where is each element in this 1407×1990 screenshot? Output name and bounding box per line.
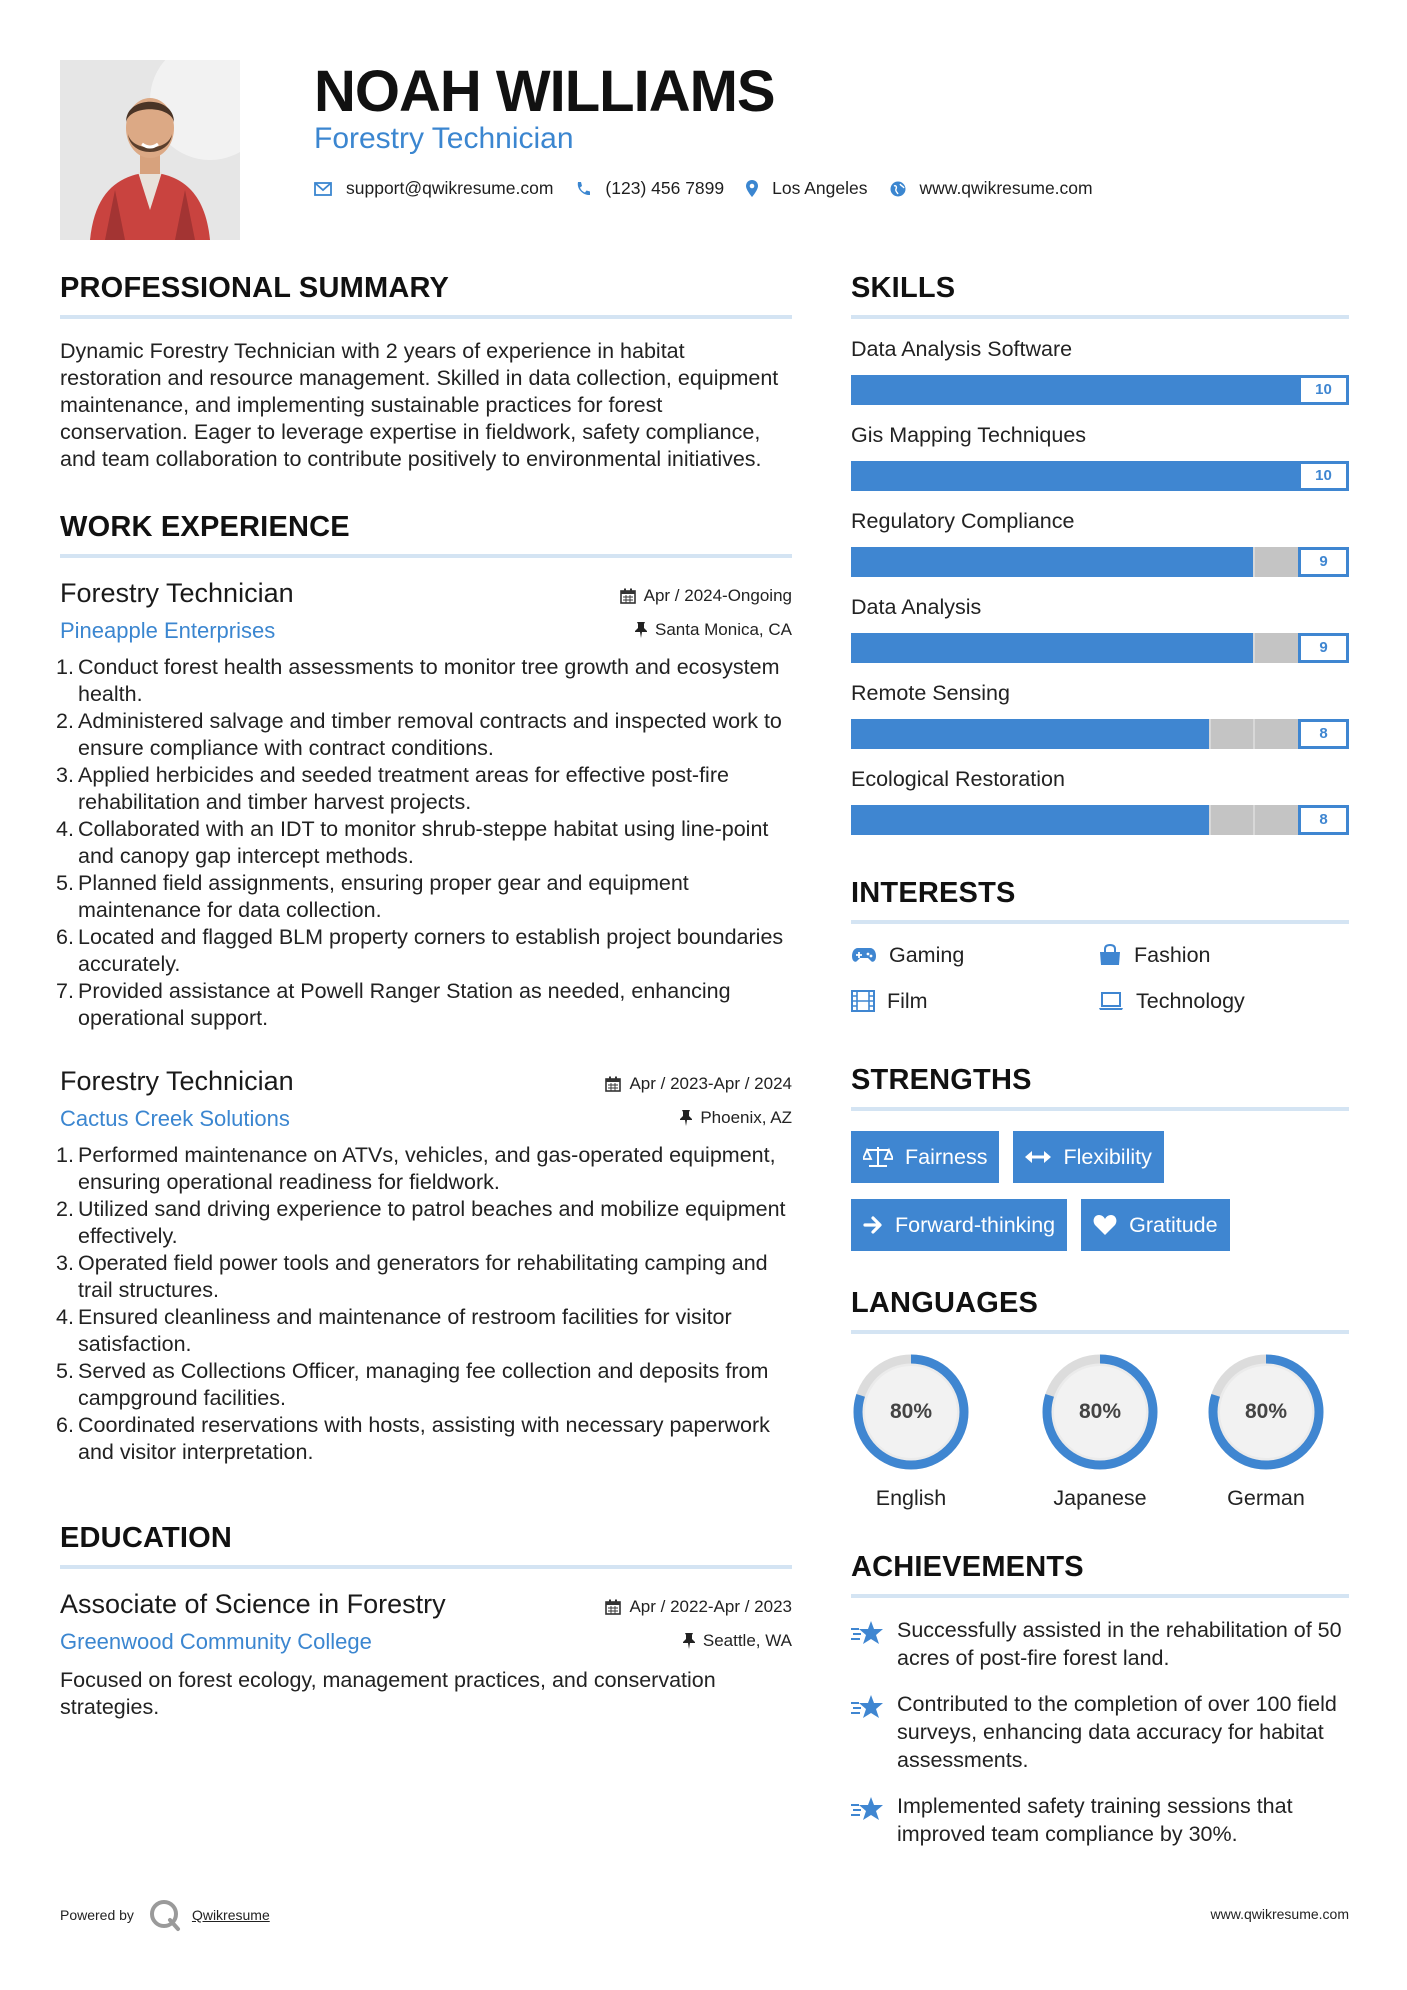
- skill-bar-segment: [1253, 633, 1255, 663]
- duty-list: [56, 1142, 792, 1466]
- contact-location: [746, 178, 867, 199]
- duty-text: Applied herbicides and seeded treatment areas for effective post-fire rehabilitation and timber harvest projects.: [78, 763, 729, 814]
- job-header: [60, 578, 792, 648]
- job-location-text: Santa Monica, CA: [654, 620, 792, 639]
- job-title: Forestry Technician: [60, 578, 294, 608]
- balance-scale-icon: [863, 1145, 893, 1169]
- section-divider: [851, 920, 1349, 924]
- globe-icon: [890, 181, 906, 197]
- heart-icon: [1093, 1214, 1117, 1236]
- interest-label: Fashion: [1134, 942, 1211, 967]
- candidate-name: NOAH WILLIAMS: [314, 59, 775, 124]
- education-location-text: Seattle, WA: [702, 1631, 792, 1650]
- duty-text: Performed maintenance on ATVs, vehicles, and gas-operated equipment, ensuring operational readiness for fieldwork.: [78, 1143, 776, 1194]
- strength-badge: [851, 1131, 999, 1183]
- calendar-icon: [620, 588, 636, 604]
- experience-section: [56, 511, 792, 1466]
- phone-text: (123) 456 7899: [605, 178, 725, 198]
- skill-level-badge: 10: [1298, 461, 1349, 491]
- skills-heading: SKILLS: [851, 272, 956, 304]
- phone-icon: [575, 181, 591, 197]
- skill-name: Gis Mapping Techniques: [851, 423, 1087, 447]
- skill-bar: [851, 719, 1349, 749]
- duty-item: 6. Coordinated reservations with hosts, assisting with necessary paperwork and visitor interpretation.: [56, 1413, 770, 1464]
- duty-item: 3. Operated field power tools and generators for rehabilitating camping and trail structures.: [56, 1251, 768, 1302]
- language-progress-ring: [1040, 1352, 1160, 1472]
- summary-section: [60, 272, 792, 473]
- skill-bar-fill: [851, 461, 1349, 491]
- gamepad-icon: [851, 946, 877, 964]
- shooting-star-icon: [851, 1796, 885, 1822]
- education-location: [683, 1631, 792, 1651]
- right-column: [851, 272, 1349, 1848]
- skill-level-badge: 9: [1298, 547, 1349, 577]
- language-percent: 80%: [889, 1400, 933, 1423]
- degree-title: Associate of Science in Forestry: [60, 1589, 446, 1619]
- contact-bar: [314, 178, 1115, 199]
- duty-text: Located and flagged BLM property corners to establish project boundaries accurately.: [78, 925, 784, 976]
- skill-bar: [851, 805, 1349, 835]
- duty-text: Provided assistance at Powell Ranger Station as needed, enhancing operational support.: [78, 979, 731, 1030]
- job-entry: [56, 578, 792, 1032]
- languages-list: [851, 1352, 1349, 1511]
- skill-level-badge: 9: [1298, 633, 1349, 663]
- interest-item: [851, 986, 1098, 1016]
- skill-bar-segment: [1253, 719, 1255, 749]
- achievements-heading: ACHIEVEMENTS: [851, 1551, 1084, 1583]
- duty-text: Ensured cleanliness and maintenance of restroom facilities for visitor satisfaction.: [78, 1305, 732, 1356]
- language-name: Japanese: [1053, 1486, 1147, 1510]
- contact-email[interactable]: [314, 178, 553, 199]
- achievement-item: [851, 1690, 1349, 1774]
- skill-item: [851, 591, 1349, 663]
- section-divider: [851, 315, 1349, 319]
- languages-section: [851, 1287, 1349, 1511]
- strength-label: Forward-thinking: [895, 1212, 1056, 1237]
- pushpin-icon: [680, 1110, 692, 1126]
- achievements-list: [851, 1616, 1349, 1848]
- language-progress-ring: [1206, 1352, 1326, 1472]
- interests-list: [851, 940, 1349, 1016]
- education-date: [605, 1597, 792, 1617]
- languages-heading: LANGUAGES: [851, 1287, 1039, 1319]
- language-percent: 80%: [1078, 1400, 1122, 1423]
- duty-text: Coordinated reservations with hosts, assisting with necessary paperwork and visitor interpretation.: [78, 1413, 770, 1464]
- duty-item: 5. Planned field assignments, ensuring proper gear and equipment maintenance for data collection.: [56, 871, 689, 922]
- section-divider: [60, 315, 792, 319]
- duty-item: 5. Served as Collections Officer, managing fee collection and deposits from campground facilities.: [56, 1359, 769, 1410]
- location-text: Los Angeles: [772, 178, 868, 198]
- language-item: [1017, 1352, 1183, 1511]
- interests-section: [851, 877, 1349, 1016]
- interest-item: [1098, 940, 1345, 970]
- summary-heading: PROFESSIONAL SUMMARY: [60, 272, 450, 304]
- strength-badge: [1081, 1199, 1229, 1251]
- strength-label: Gratitude: [1129, 1212, 1218, 1237]
- language-name: English: [875, 1486, 947, 1510]
- job-company: Pineapple Enterprises: [60, 618, 276, 643]
- skill-name: Remote Sensing: [851, 681, 1010, 705]
- achievement-item: [851, 1792, 1349, 1848]
- duty-item: 6. Located and flagged BLM property corners to establish project boundaries accurately.: [56, 925, 784, 976]
- film-icon: [851, 990, 875, 1012]
- duty-list: [56, 654, 792, 1032]
- strengths-list: [851, 1131, 1349, 1251]
- skill-bar-fill: [851, 375, 1349, 405]
- skill-level-badge: 8: [1298, 805, 1349, 835]
- skill-item: [851, 763, 1349, 835]
- education-section: [60, 1522, 792, 1721]
- job-location: [635, 620, 792, 640]
- email-text: support@qwikresume.com: [346, 178, 554, 198]
- shooting-star-icon: [851, 1620, 885, 1646]
- education-entry: [60, 1589, 792, 1721]
- duty-item: 2. Administered salvage and timber removal contracts and inspected work to ensure compliance with contract conditions.: [56, 709, 782, 760]
- qwikresume-logo-icon: [148, 1898, 182, 1932]
- strength-badge: [1013, 1131, 1163, 1183]
- skill-bar: [851, 461, 1349, 491]
- contact-phone[interactable]: [575, 178, 724, 199]
- contact-website[interactable]: [890, 178, 1093, 199]
- school-name: Greenwood Community College: [60, 1629, 372, 1654]
- candidate-title: Forestry Technician: [314, 122, 574, 155]
- pushpin-icon: [635, 622, 647, 638]
- section-divider: [851, 1107, 1349, 1111]
- section-divider: [60, 554, 792, 558]
- footer-powered-by: [60, 1898, 270, 1932]
- website-text: www.qwikresume.com: [919, 178, 1093, 198]
- skill-name: Data Analysis: [851, 595, 982, 619]
- language-progress-ring: [851, 1352, 971, 1472]
- skill-item: [851, 419, 1349, 491]
- arrows-horizontal-icon: [1025, 1150, 1051, 1164]
- job-date-text: Apr / 2024-Ongoing: [643, 586, 792, 605]
- section-divider: [851, 1594, 1349, 1598]
- education-description: Focused on forest ecology, management practices, and conservation strategies.: [60, 1668, 716, 1719]
- duty-item: 7. Provided assistance at Powell Ranger Station as needed, enhancing operational support.: [56, 979, 731, 1030]
- shooting-star-icon: [851, 1694, 885, 1720]
- pushpin-icon: [683, 1633, 695, 1649]
- summary-text: Dynamic Forestry Technician with 2 years of experience in habitat restoration and resource management. Skilled in data collection, equipment maintenance, and implementing sustainable practices for forest conservation. Eager to leverage expertise in fieldwork, safety compliance, and team collaboration to contribute positively to environmental initiatives.: [60, 339, 779, 471]
- duty-text: Administered salvage and timber removal contracts and inspected work to ensure compliance with contract conditions.: [78, 709, 782, 760]
- map-pin-icon: [746, 180, 758, 197]
- job-location-text: Phoenix, AZ: [700, 1108, 792, 1127]
- strength-label: Fairness: [905, 1144, 988, 1169]
- education-heading: EDUCATION: [60, 1522, 233, 1554]
- language-item: [1183, 1352, 1349, 1511]
- skill-item: [851, 677, 1349, 749]
- job-location: [680, 1108, 792, 1128]
- profile-photo: [60, 60, 240, 240]
- skill-bar: [851, 633, 1349, 663]
- calendar-icon: [605, 1599, 621, 1615]
- person-photo-icon: [60, 60, 240, 240]
- job-date: [620, 586, 792, 606]
- duty-text: Served as Collections Officer, managing fee collection and deposits from campground facilities.: [78, 1359, 769, 1410]
- laptop-icon: [1098, 991, 1124, 1011]
- skill-bar-fill: [851, 633, 1253, 663]
- duty-text: Utilized sand driving experience to patrol beaches and mobilize equipment effectively.: [78, 1197, 786, 1248]
- skill-bar-segment: [1209, 719, 1211, 749]
- duty-item: 3. Applied herbicides and seeded treatment areas for effective post-fire rehabilitation and timber harvest projects.: [56, 763, 729, 814]
- qwikresume-link[interactable]: Qwikresume: [191, 1907, 270, 1923]
- skill-bar-fill: [851, 805, 1209, 835]
- shopping-bag-icon: [1098, 944, 1122, 966]
- calendar-icon: [605, 1076, 621, 1092]
- strengths-heading: STRENGTHS: [851, 1064, 1032, 1096]
- skill-bar-fill: [851, 547, 1253, 577]
- envelope-icon: [314, 182, 332, 196]
- skill-item: [851, 333, 1349, 405]
- duty-item: 1. Conduct forest health assessments to monitor tree growth and ecosystem health.: [56, 655, 780, 706]
- arrow-right-icon: [863, 1215, 883, 1235]
- skill-bar-segment: [1253, 547, 1255, 577]
- duty-text: Operated field power tools and generators for rehabilitating camping and trail structures.: [78, 1251, 768, 1302]
- achievement-text: Successfully assisted in the rehabilitation of 50 acres of post-fire forest land.: [897, 1618, 1342, 1670]
- interest-item: [1098, 986, 1345, 1016]
- powered-by-label: Powered by: [60, 1907, 134, 1923]
- skill-name: Ecological Restoration: [851, 767, 1065, 791]
- duty-text: Collaborated with an IDT to monitor shrub-steppe habitat using line-point and canopy gap intercept methods.: [78, 817, 769, 868]
- skill-item: [851, 505, 1349, 577]
- skill-name: Data Analysis Software: [851, 337, 1073, 361]
- job-header: [60, 1066, 792, 1136]
- skill-name: Regulatory Compliance: [851, 509, 1075, 533]
- duty-text: Conduct forest health assessments to monitor tree growth and ecosystem health.: [78, 655, 780, 706]
- section-divider: [60, 1565, 792, 1569]
- interest-label: Technology: [1136, 988, 1245, 1013]
- skill-level-badge: 10: [1298, 375, 1349, 405]
- achievement-item: [851, 1616, 1349, 1672]
- skill-bar-segment: [1209, 805, 1211, 835]
- achievement-text: Contributed to the completion of over 100 field surveys, enhancing data accuracy for habitat assessments.: [897, 1692, 1337, 1772]
- skill-level-badge: 8: [1298, 719, 1349, 749]
- section-divider: [851, 1330, 1349, 1334]
- duty-item: 1. Performed maintenance on ATVs, vehicles, and gas-operated equipment, ensuring operational readiness for fieldwork.: [56, 1143, 776, 1194]
- language-name: German: [1227, 1486, 1305, 1510]
- interests-heading: INTERESTS: [851, 877, 1016, 909]
- skills-list: [851, 333, 1349, 835]
- strength-label: Flexibility: [1063, 1144, 1152, 1169]
- job-entry: [56, 1066, 792, 1466]
- language-percent: 80%: [1244, 1400, 1288, 1423]
- experience-heading: WORK EXPERIENCE: [60, 511, 350, 543]
- skills-section: [851, 272, 1349, 835]
- strengths-section: [851, 1064, 1349, 1251]
- job-title: Forestry Technician: [60, 1066, 294, 1096]
- job-company: Cactus Creek Solutions: [60, 1106, 290, 1131]
- footer-website[interactable]: www.qwikresume.com: [1210, 1906, 1349, 1922]
- interest-label: Film: [887, 988, 928, 1013]
- education-date-text: Apr / 2022-Apr / 2023: [629, 1597, 792, 1616]
- interest-item: [851, 940, 1098, 970]
- duty-text: Planned field assignments, ensuring proper gear and equipment maintenance for data collection.: [78, 871, 689, 922]
- achievement-text: Implemented safety training sessions that improved team compliance by 30%.: [897, 1794, 1293, 1846]
- job-date: [605, 1074, 792, 1094]
- strength-badge: [851, 1199, 1067, 1251]
- skill-bar: [851, 547, 1349, 577]
- duty-item: 4. Ensured cleanliness and maintenance of restroom facilities for visitor satisfaction.: [56, 1305, 732, 1356]
- interest-label: Gaming: [889, 942, 965, 967]
- language-item: [851, 1352, 1017, 1511]
- job-date-text: Apr / 2023-Apr / 2024: [629, 1074, 792, 1093]
- skill-bar-fill: [851, 719, 1209, 749]
- achievements-section: [851, 1551, 1349, 1848]
- duty-item: 4. Collaborated with an IDT to monitor shrub-steppe habitat using line-point and canopy gap intercept methods.: [56, 817, 769, 868]
- education-header: [60, 1589, 792, 1659]
- duty-item: 2. Utilized sand driving experience to patrol beaches and mobilize equipment effectively.: [56, 1197, 786, 1248]
- skill-bar-segment: [1253, 805, 1255, 835]
- skill-bar: [851, 375, 1349, 405]
- left-column: [56, 272, 792, 1721]
